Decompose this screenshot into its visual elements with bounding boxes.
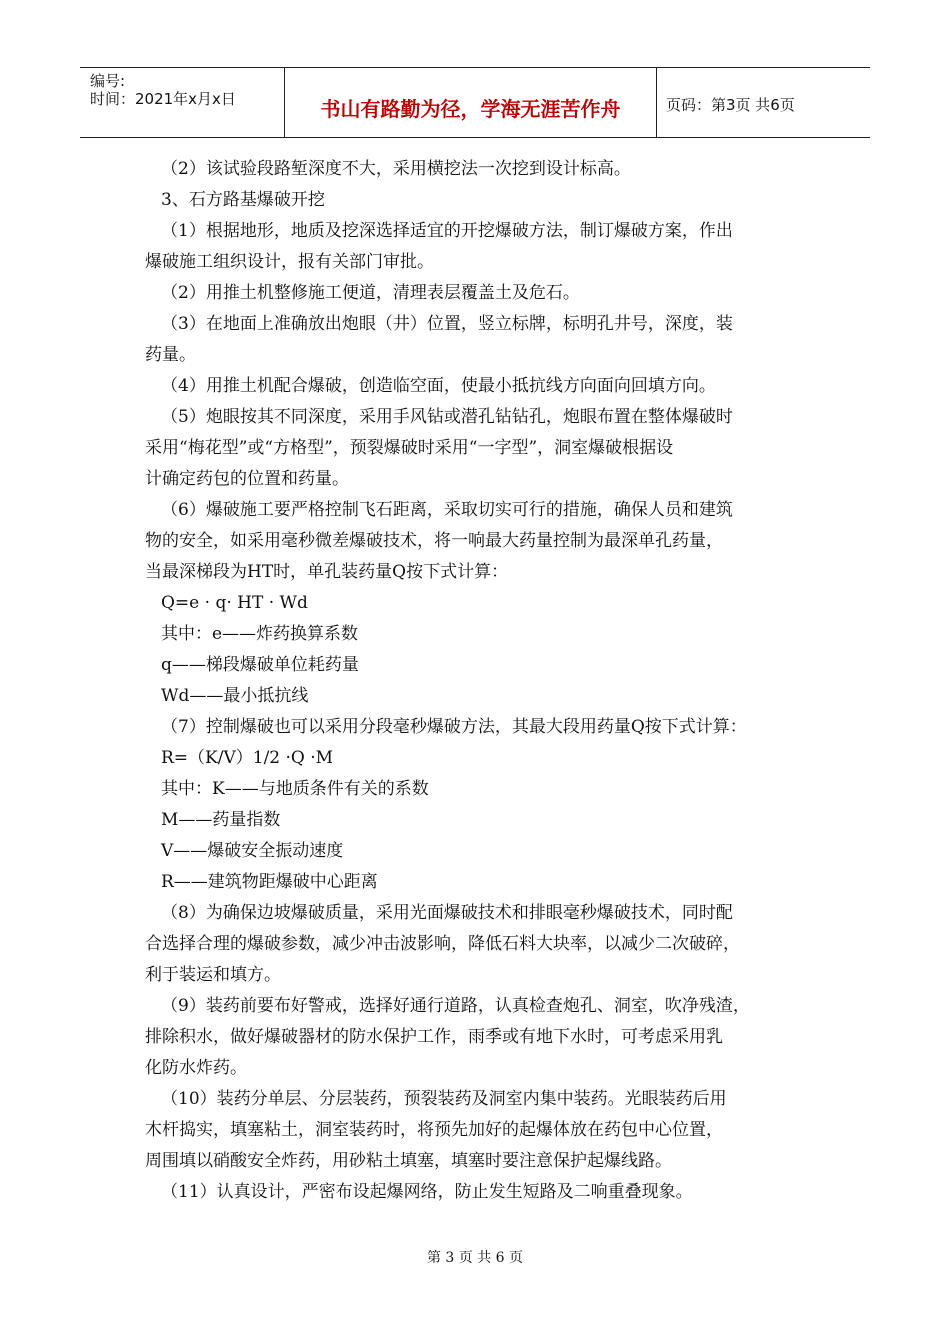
document-time-label: 时间：2021年x月x日 xyxy=(90,90,236,108)
text-line: （2）用推土机整修施工便道，清理表层覆盖土及危石。 xyxy=(161,283,580,303)
text-line: 合选择合理的爆破参数，减少冲击波影响，降低石料大块率，以减少二次破碎， xyxy=(145,934,740,954)
text-line: 化防水炸药。 xyxy=(145,1058,247,1078)
header-page-cell xyxy=(656,68,870,137)
text-line: Wd——最小抵抗线 xyxy=(161,686,309,706)
text-line: 利于装运和填方。 xyxy=(145,965,281,985)
text-line: 采用“梅花型”或“方格型”，预裂爆破时采用“一字型”，洞室爆破根据设 xyxy=(145,438,674,458)
document-body xyxy=(145,154,825,1208)
text-line: 爆破施工组织设计，报有关部门审批。 xyxy=(145,252,434,272)
text-line: 其中：K——与地质条件有关的系数 xyxy=(161,779,429,799)
text-line: （4）用推土机配合爆破，创造临空面，使最小抵抗线方向面向回填方向。 xyxy=(161,376,716,396)
text-line: （10）装药分单层、分层装药，预裂装药及洞室内集中装药。光眼装药后用 xyxy=(161,1089,727,1109)
text-line: （1）根据地形，地质及挖深选择适宜的开挖爆破方法，制订爆破方案，作出 xyxy=(161,221,733,241)
header-motto: 书山有路勤为径，学海无涯苦作舟 xyxy=(320,97,621,121)
text-line: （6）爆破施工要严格控制飞石距离，采取切实可行的措施，确保人员和建筑 xyxy=(161,500,733,520)
text-line: V——爆破安全振动速度 xyxy=(161,841,344,861)
text-line: 当最深梯段为HT时，单孔装药量Q按下式计算： xyxy=(145,562,509,582)
header-motto-cell xyxy=(284,68,657,137)
text-line: （2）该试验段路堑深度不大，采用横挖法一次挖到设计标高。 xyxy=(161,159,631,179)
text-line: R——建筑物距爆破中心距离 xyxy=(161,872,378,892)
text-line: Q=e · q· HT · Wd xyxy=(161,593,308,613)
text-line: （3）在地面上准确放出炮眼（井）位置，竖立标牌，标明孔井号，深度，装 xyxy=(161,314,733,334)
text-line: 木杆捣实，填塞粘土，洞室装药时，将预先加好的起爆体放在药包中心位置， xyxy=(145,1120,723,1140)
text-line: M——药量指数 xyxy=(161,810,281,830)
header-left-cell xyxy=(80,68,284,137)
text-line: R=（K/V）1/2 ·Q ·M xyxy=(161,748,334,768)
text-line: 3、石方路基爆破开挖 xyxy=(161,190,325,210)
text-line: 其中：e——炸药换算系数 xyxy=(161,624,359,644)
page-header xyxy=(80,67,870,138)
text-line: 排除积水，做好爆破器材的防水保护工作，雨季或有地下水时，可考虑采用乳 xyxy=(145,1027,723,1047)
document-id-label: 编号: xyxy=(90,72,126,90)
text-line: 物的安全，如采用毫秒微差爆破技术，将一响最大药量控制为最深单孔药量， xyxy=(145,531,723,551)
header-page-info: 页码：第3页 共6页 xyxy=(666,96,795,114)
text-line: 周围填以硝酸安全炸药，用砂粘土填塞，填塞时要注意保护起爆线路。 xyxy=(145,1151,672,1171)
page-footer: 第 3 页 共 6 页 xyxy=(426,1250,524,1266)
text-line: （8）为确保边坡爆破质量，采用光面爆破技术和排眼毫秒爆破技术，同时配 xyxy=(161,903,733,923)
text-line: 药量。 xyxy=(145,345,196,365)
text-line: （7）控制爆破也可以采用分段毫秒爆破方法，其最大段用药量Q按下式计算： xyxy=(161,717,747,737)
text-line: （9）装药前要布好警戒，选择好通行道路，认真检查炮孔、洞室，吹净残渣， xyxy=(161,996,750,1016)
text-line: 计确定药包的位置和药量。 xyxy=(145,469,349,489)
text-line: （5）炮眼按其不同深度，采用手风钻或潜孔钻钻孔，炮眼布置在整体爆破时 xyxy=(161,407,733,427)
text-line: q——梯段爆破单位耗药量 xyxy=(161,655,359,675)
text-line: （11）认真设计，严密布设起爆网络，防止发生短路及二响重叠现象。 xyxy=(161,1182,693,1202)
